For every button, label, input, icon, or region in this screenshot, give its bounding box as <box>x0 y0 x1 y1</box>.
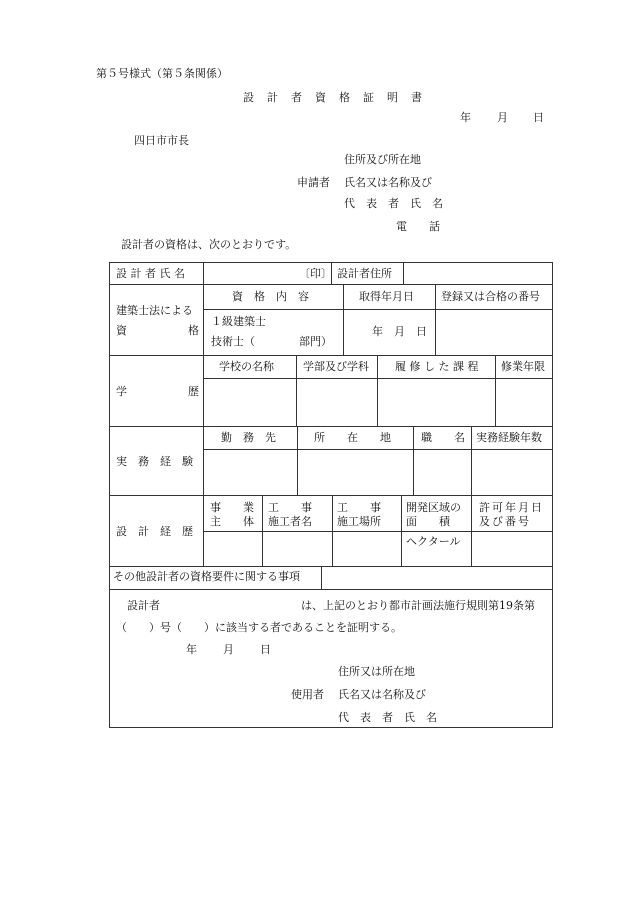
divider <box>204 449 552 450</box>
education-label-b: 歴 <box>188 385 199 398</box>
addressee: 四日市市長 <box>134 134 189 147</box>
design-header-area-2: 面 積 <box>406 515 450 528</box>
seal-mark: 〔印〕 <box>299 267 332 280</box>
education-header-years: 修業年限 <box>501 360 545 373</box>
design-history-label: 設 計 経 歴 <box>116 525 193 538</box>
designer-address-label: 設計者住所 <box>337 267 392 280</box>
education-label-a: 学 <box>116 385 127 398</box>
design-header-permit-2: 及び番号 <box>479 515 531 528</box>
cert-representative-label: 代 表 者 氏 名 <box>338 711 437 724</box>
experience-header-title: 職 名 <box>421 431 465 444</box>
cert-month: 月 <box>223 643 234 656</box>
divider <box>413 426 414 495</box>
applicant-role: 申請者 <box>297 176 330 189</box>
intro-text: 設計者の資格は、次のとおりです。 <box>121 238 297 251</box>
divider <box>471 426 472 495</box>
divider <box>110 589 552 590</box>
date-year: 年 <box>460 111 471 124</box>
cert-day: 日 <box>260 643 271 656</box>
divider <box>495 355 496 426</box>
designer-name-label: 設 計 者 氏 名 <box>116 267 185 280</box>
cert-name-label: 氏名又は名称及び <box>338 688 426 701</box>
divider <box>110 426 552 427</box>
form-number: 第５号様式（第５条関係） <box>96 67 228 80</box>
qual-content-engineer: 技術士（ 部門） <box>211 335 332 348</box>
divider <box>110 566 552 567</box>
design-header-site-1: 工 事 <box>337 501 381 514</box>
divider <box>435 284 436 355</box>
divider <box>110 284 552 285</box>
design-header-area-1: 開発区域の <box>406 501 461 514</box>
education-header-course: 履 修 し た 課 程 <box>395 360 479 373</box>
divider <box>262 495 263 566</box>
applicant-name-label: 氏名又は名称及び <box>344 176 432 189</box>
experience-header-employer: 勤 務 先 <box>221 431 276 444</box>
qual-header-date: 取得年月日 <box>359 290 414 303</box>
qual-header-content: 資 格 内 容 <box>232 290 309 303</box>
other-requirements-label: その他設計者の資格要件に関する事項 <box>113 570 300 583</box>
qualification-label-a: 資 <box>116 324 127 337</box>
experience-label: 実 務 経 験 <box>116 455 193 468</box>
cert-role: 使用者 <box>291 688 324 701</box>
applicant-representative-label: 代 表 者 氏 名 <box>344 197 443 210</box>
cert-statement-1: は、上記のとおり都市計画法施行規則第19条第 <box>301 599 535 612</box>
divider <box>343 284 344 355</box>
divider <box>204 531 552 532</box>
cert-designer-label: 設計者 <box>127 599 160 612</box>
education-header-school: 学校の名称 <box>219 360 274 373</box>
qualification-label: 建築士法による <box>116 304 193 317</box>
divider <box>321 566 322 589</box>
design-header-owner-1: 事 業 <box>210 501 254 514</box>
experience-header-location: 所 在 地 <box>314 431 391 444</box>
divider <box>403 263 404 284</box>
divider <box>296 355 297 426</box>
divider <box>471 495 472 566</box>
divider <box>377 355 378 426</box>
date-month: 月 <box>497 111 508 124</box>
design-header-site-2: 施工場所 <box>337 515 381 528</box>
date-day: 日 <box>533 111 544 124</box>
design-header-owner-2: 主 体 <box>210 515 254 528</box>
divider <box>110 495 552 496</box>
divider <box>297 426 298 495</box>
design-header-contractor-1: 工 事 <box>268 501 312 514</box>
experience-header-years: 実務経験年数 <box>476 431 542 444</box>
applicant-phone-label: 電 話 <box>396 220 440 233</box>
page-title: 設 計 者 資 格 証 明 書 <box>243 91 423 104</box>
applicant-address-label: 住所及び所在地 <box>344 153 421 166</box>
design-header-permit-1: 許可年月日 <box>479 501 544 514</box>
design-header-contractor-2: 施工者名 <box>268 515 312 528</box>
hectare-unit: ヘクタール <box>406 535 461 548</box>
divider <box>332 495 333 566</box>
divider <box>110 355 552 356</box>
qual-content-architect: １級建築士 <box>211 315 266 328</box>
qual-date-placeholder: 年 月 日 <box>372 325 427 338</box>
divider <box>203 263 204 566</box>
qualification-table <box>109 262 553 728</box>
divider <box>204 378 552 379</box>
divider <box>401 495 402 566</box>
cert-statement-2: （ ）号（ ）に該当する者であることを証明する。 <box>116 621 402 634</box>
cert-address-label: 住所又は所在地 <box>338 665 415 678</box>
cert-year: 年 <box>186 643 197 656</box>
divider <box>204 309 552 310</box>
qualification-label-b: 格 <box>188 324 199 337</box>
qual-header-number: 登録又は合格の番号 <box>441 290 540 303</box>
education-header-department: 学部及び学科 <box>303 360 369 373</box>
